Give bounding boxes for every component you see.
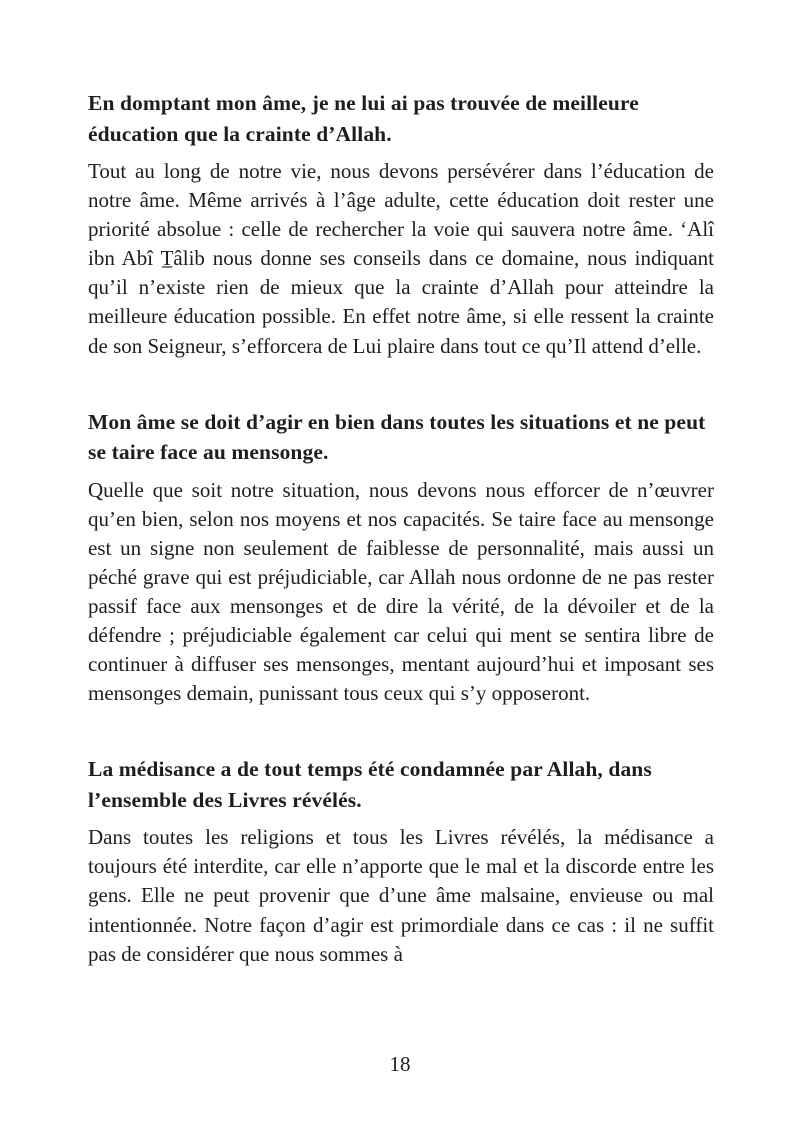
- section-slander-condemned: [88, 754, 714, 968]
- section-paragraph: Quelle que soit notre situation, nous devons nous efforcer de n’œuvrer qu’en bien, selon nos moyens et nos capacités. Se taire face au mensonge est un signe non seulement de faiblesse de personnalité, mais aussi un péché grave qui est préjudiciable, car Allah nous ordonne de ne pas rester passif face aux mensonges et de dire la vérité, de la dévoiler et de la défendre ; préjudiciable également car celui qui ment se sentira libre de continuer à diffuser ses mensonges, mentant aujourd’hui et imposant ses mensonges demain, punissant tous ceux qui s’y opposeront.: [88, 477, 714, 706]
- page-content: [88, 88, 714, 1015]
- section-paragraph: Dans toutes les religions et tous les Livres révélés, la médisance a toujours été interdite, car elle n’apporte que le mal et la discorde entre les gens. Elle ne peut provenir que d’une âme malsaine, envieuse ou mal intentionnée. Notre façon d’agir est primordiale dans ce cas : il ne suffit pas de considérer que nous sommes à: [88, 825, 714, 966]
- section-heading: En domptant mon âme, je ne lui ai pas trouvée de meilleure éducation que la crainte d’Allah.: [88, 91, 639, 146]
- section-paragraph: Tout au long de notre vie, nous devons persévérer dans l’éducation de notre âme. Même arrivés à l’âge adulte, cette éducation doit rester une priorité absolue : celle de rechercher la voie qui sauvera notre âme. ‘Alî ibn Abî T̲âlib nous donne ses conseils dans ce domaine, nous indiquant qu’il n’existe rien de mieux que la crainte d’Allah pour atteindre la meilleure éducation possible. En effet notre âme, si elle ressent la crainte de son Seigneur, s’efforcera de Lui plaire dans tout ce qu’Il attend d’elle.: [88, 159, 714, 358]
- section-heading: La médisance a de tout temps été condamnée par Allah, dans l’ensemble des Livres révélés.: [88, 757, 652, 812]
- section-heading: Mon âme se doit d’agir en bien dans toutes les situations et ne peut se taire face au mensonge.: [88, 409, 706, 465]
- section-act-in-good: [88, 407, 714, 709]
- section-education-of-soul: [88, 88, 714, 361]
- page-number: 18: [389, 1052, 411, 1076]
